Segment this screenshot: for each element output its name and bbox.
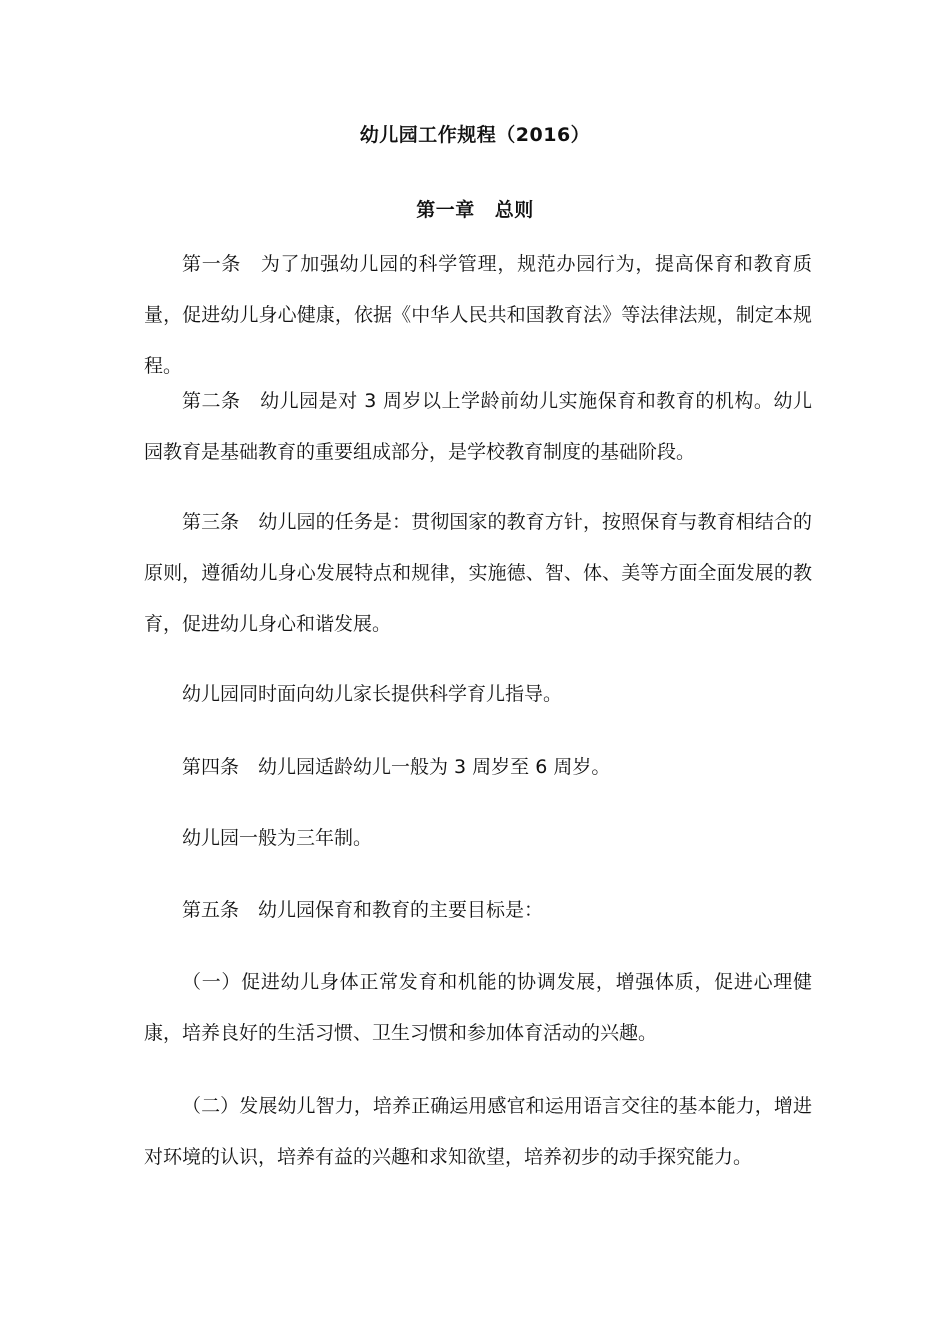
article-text: 幼儿园是对 3 周岁以上学龄前幼儿实施保育和教育的机构。幼儿园教育是基础教育的重要组成部分，是学校教育制度的基础阶段。 (144, 390, 812, 463)
paragraph-text: 幼儿园同时面向幼儿家长提供科学育儿指导。 (182, 683, 563, 705)
paragraph (144, 813, 812, 864)
article-number: 第二条 (182, 390, 241, 412)
article-number: 第三条 (182, 511, 240, 533)
chapter-heading (0, 195, 950, 222)
article-paragraph (144, 885, 812, 936)
article-text: 幼儿园适龄幼儿一般为 3 周岁至 6 周岁。 (258, 756, 611, 778)
paragraph (144, 669, 812, 720)
article-paragraph (144, 742, 812, 793)
article-text: 幼儿园的任务是：贯彻国家的教育方针，按照保育与教育相结合的原则，遵循幼儿身心发展特点和规律，实施德、智、体、美等方面全面发展的教育，促进幼儿身心和谐发展。 (144, 511, 812, 635)
list-item-text: （一）促进幼儿身体正常发育和机能的协调发展，增强体质，促进心理健康，培养良好的生活习惯、卫生习惯和参加体育活动的兴趣。 (144, 971, 812, 1044)
article-text: 为了加强幼儿园的科学管理，规范办园行为，提高保育和教育质量，促进幼儿身心健康，依据《中华人民共和国教育法》等法律法规，制定本规程。 (144, 253, 812, 377)
article-paragraph (144, 239, 812, 392)
article-number: 第一条 (182, 253, 242, 275)
chapter-name: 总则 (494, 199, 534, 221)
article-text: 幼儿园保育和教育的主要目标是： (258, 899, 544, 921)
document-title: 幼儿园工作规程（2016） (359, 124, 591, 146)
paragraph-text: 幼儿园一般为三年制。 (182, 827, 373, 849)
chapter-number: 第一章 (416, 199, 475, 221)
list-item-text: （二）发展幼儿智力，培养正确运用感官和运用语言交往的基本能力，增进对环境的认识，培养有益的兴趣和求知欲望，培养初步的动手探究能力。 (144, 1095, 812, 1168)
list-item-paragraph (144, 957, 812, 1059)
article-paragraph (144, 376, 812, 478)
article-number: 第四条 (182, 756, 240, 778)
article-paragraph (144, 497, 812, 650)
article-number: 第五条 (182, 899, 240, 921)
list-item-paragraph (144, 1081, 812, 1183)
